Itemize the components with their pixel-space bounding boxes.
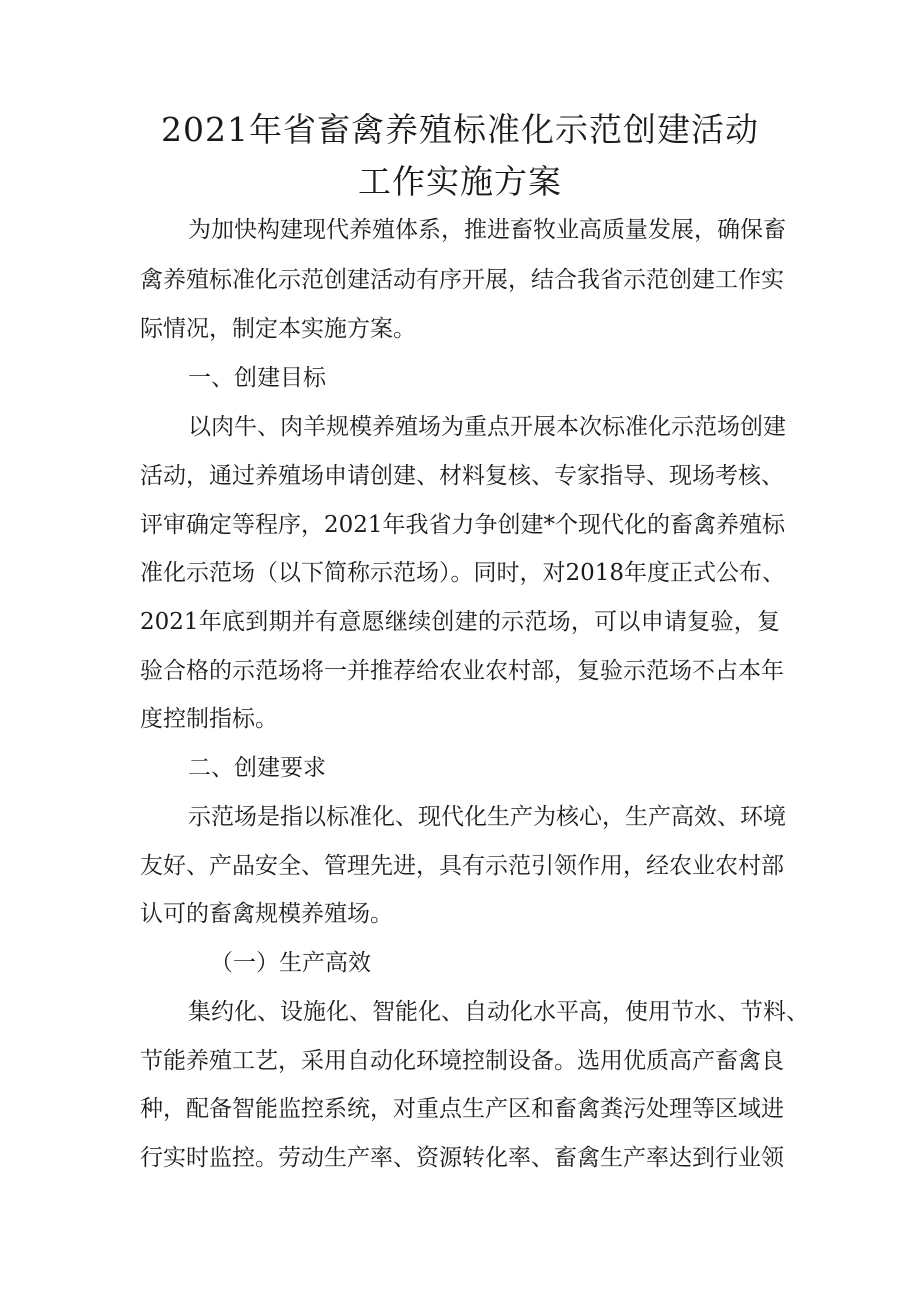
subsection-heading: （一）生产高效 bbox=[210, 950, 371, 976]
section2-line: 认可的畜禽规模养殖场。 bbox=[140, 901, 393, 927]
intro-line: 为加快构建现代养殖体系，推进畜牧业高质量发展，确保畜 bbox=[188, 217, 786, 243]
section1-line: 活动，通过养殖场申请创建、材料复核、专家指导、现场考核、 bbox=[140, 463, 784, 489]
intro-line: 际情况，制定本实施方案。 bbox=[140, 316, 416, 342]
section1-line: 验合格的示范场将一并推荐给农业农村部，复验示范场不占本年 bbox=[140, 658, 784, 684]
document-title-line-1: 2021年省畜禽养殖标准化示范创建活动 bbox=[161, 110, 759, 149]
section2-line: 友好、产品安全、管理先进，具有示范引领作用，经农业农村部 bbox=[140, 853, 784, 879]
section1-line: 评审确定等程序，2021年我省力争创建*个现代化的畜禽养殖标 bbox=[140, 512, 786, 538]
intro-line: 禽养殖标准化示范创建活动有序开展，结合我省示范创建工作实 bbox=[140, 267, 784, 293]
section-heading: 二、创建要求 bbox=[188, 755, 326, 781]
subsection1-line: 种，配备智能监控系统，对重点生产区和畜禽粪污处理等区域进 bbox=[140, 1096, 784, 1122]
section1-line: 度控制指标。 bbox=[140, 706, 278, 732]
section1-line: 准化示范场（以下简称示范场）。同时，对2018年度正式公布、 bbox=[140, 560, 786, 586]
section1-line: 以肉牛、肉羊规模养殖场为重点开展本次标准化示范场创建 bbox=[188, 414, 786, 440]
section-heading: 一、创建目标 bbox=[188, 365, 326, 391]
section2-line: 示范场是指以标准化、现代化生产为核心，生产高效、环境 bbox=[188, 804, 786, 830]
subsection1-line: 节能养殖工艺，采用自动化环境控制设备。选用优质高产畜禽良 bbox=[140, 1048, 784, 1074]
subsection1-line: 行实时监控。劳动生产率、资源转化率、畜禽生产率达到行业领 bbox=[140, 1145, 784, 1171]
document-title-line-2: 工作实施方案 bbox=[358, 162, 562, 201]
section1-line: 2021年底到期并有意愿继续创建的示范场，可以申请复验，复 bbox=[140, 609, 780, 635]
subsection1-line: 集约化、设施化、智能化、自动化水平高，使用节水、节料、 bbox=[188, 999, 809, 1025]
